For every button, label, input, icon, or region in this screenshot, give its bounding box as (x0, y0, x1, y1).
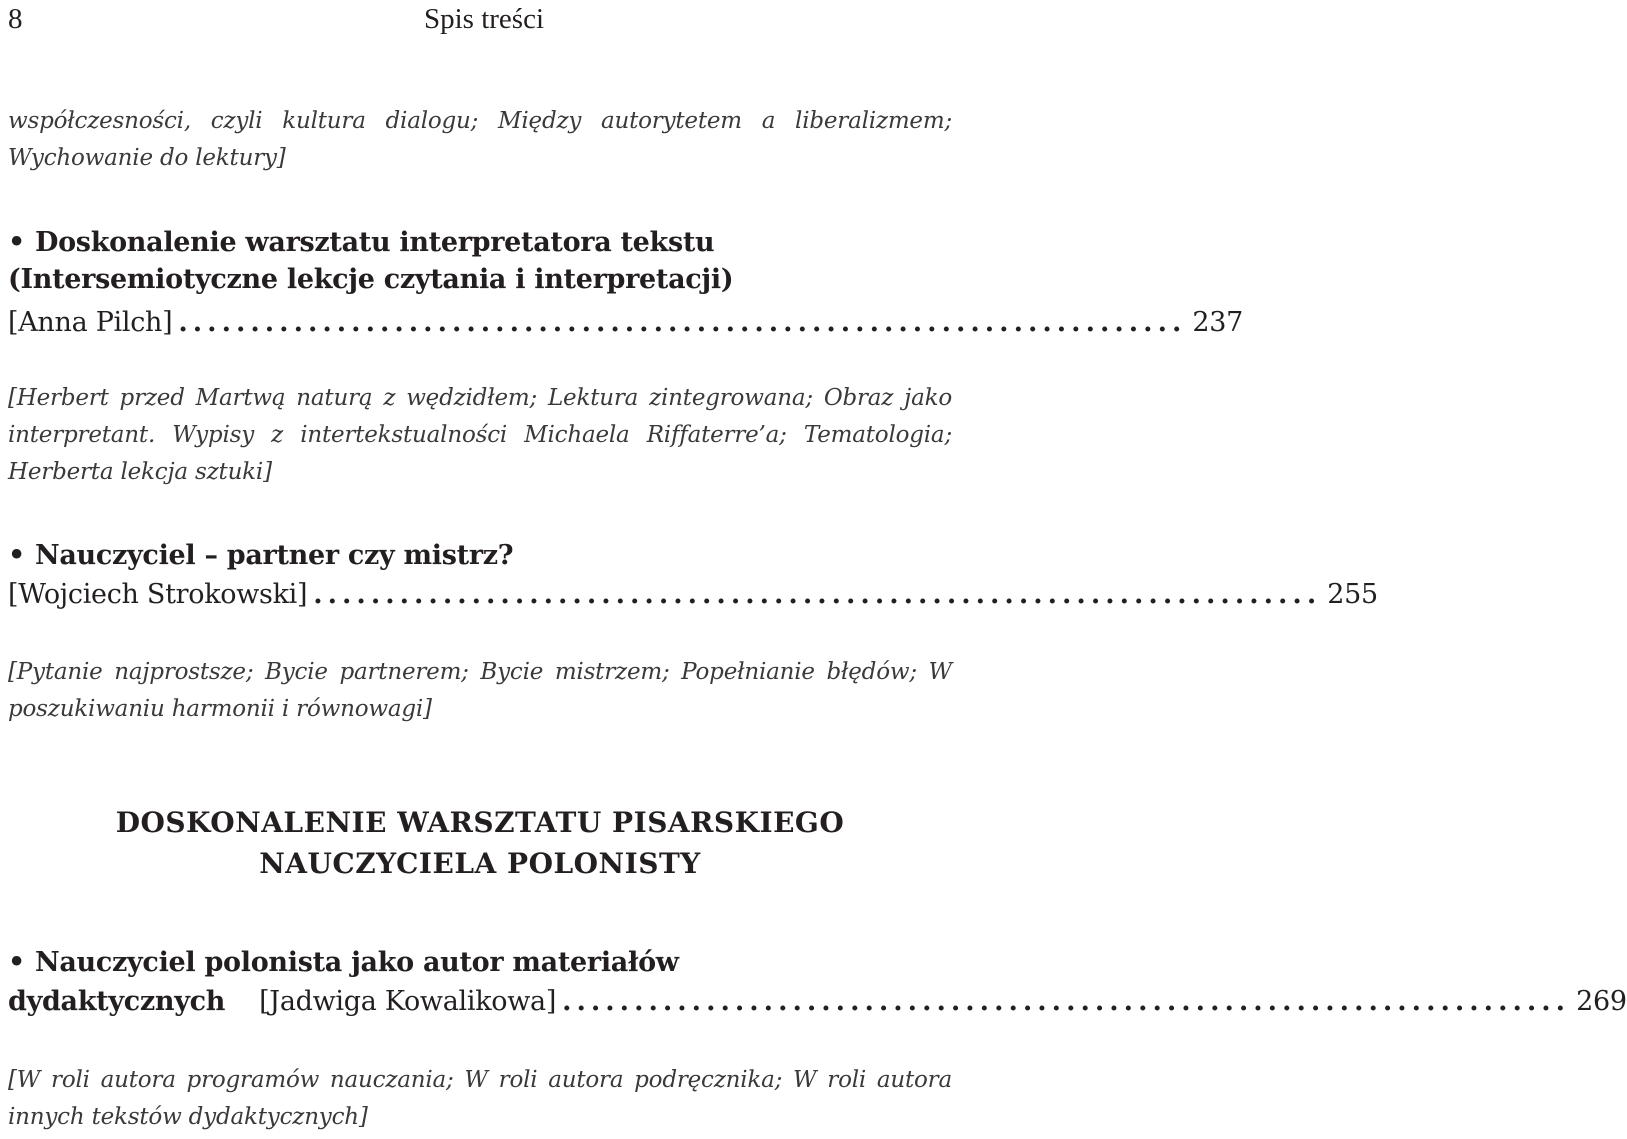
toc-entry-title (8, 224, 952, 298)
toc-entry-author-line (8, 576, 1378, 614)
title-line: (Intersemiotyczne lekcje czytania i interpretacji) (8, 264, 734, 295)
section-heading (0, 802, 960, 884)
page-ref: 269 (1576, 986, 1627, 1017)
page-number: 8 (8, 3, 23, 35)
entry-summary: [Herbert przed Martwą naturą z wędzidłem; Lektura zintegrowana; Obraz jako interpretant. Wypisy z intertekstualności Michaela Riffaterre’a; Tematologia; Herberta lekcja sztuki] (8, 385, 952, 485)
page-ref: 255 (1327, 579, 1378, 610)
entry-summary: [W roli autora programów nauczania; W roli autora podręcznika; W roli autora innych tekstów dydaktycznych] (8, 1067, 952, 1130)
title-line: Doskonalenie warsztatu interpretatora tekstu (34, 227, 715, 258)
heading-line: DOSKONALENIE WARSZTATU PISARSKIEGO (115, 806, 845, 839)
title-line: dydaktycznych (8, 986, 226, 1017)
entry-summary-continued: współczesności, czyli kultura dialogu; Między autorytetem a liberalizmem; Wychowanie do lektury] (8, 108, 952, 171)
author-name: [Jadwiga Kowalikowa] (259, 986, 557, 1017)
dot-leader: ...................................................................... (178, 307, 1187, 338)
toc-entry-author-line (8, 983, 1627, 1021)
bullet-icon: • (8, 540, 25, 571)
entry-summary: [Pytanie najprostsze; Bycie partnerem; Bycie mistrzem; Popełnianie błędów; W poszukiwaniu harmonii i równowagi] (8, 659, 952, 722)
dot-leader: ...................................................................... (562, 986, 1571, 1017)
author-name: [Wojciech Strokowski] (8, 579, 308, 610)
bullet-icon: • (8, 227, 25, 258)
toc-entry-author-line (8, 304, 1244, 342)
running-title: Spis treści (423, 3, 545, 35)
bullet-icon: • (8, 947, 25, 978)
heading-line: NAUCZYCIELA POLONISTY (259, 847, 701, 880)
title-line: Nauczyciel – partner czy mistrz? (34, 540, 514, 571)
toc-entry-title (8, 537, 952, 574)
toc-entry-title (8, 944, 952, 981)
page-ref: 237 (1192, 307, 1244, 338)
author-name: [Anna Pilch] (8, 307, 173, 338)
title-line: Nauczyciel polonista jako autor materiałów (34, 947, 679, 978)
dot-leader: ...................................................................... (313, 579, 1322, 610)
